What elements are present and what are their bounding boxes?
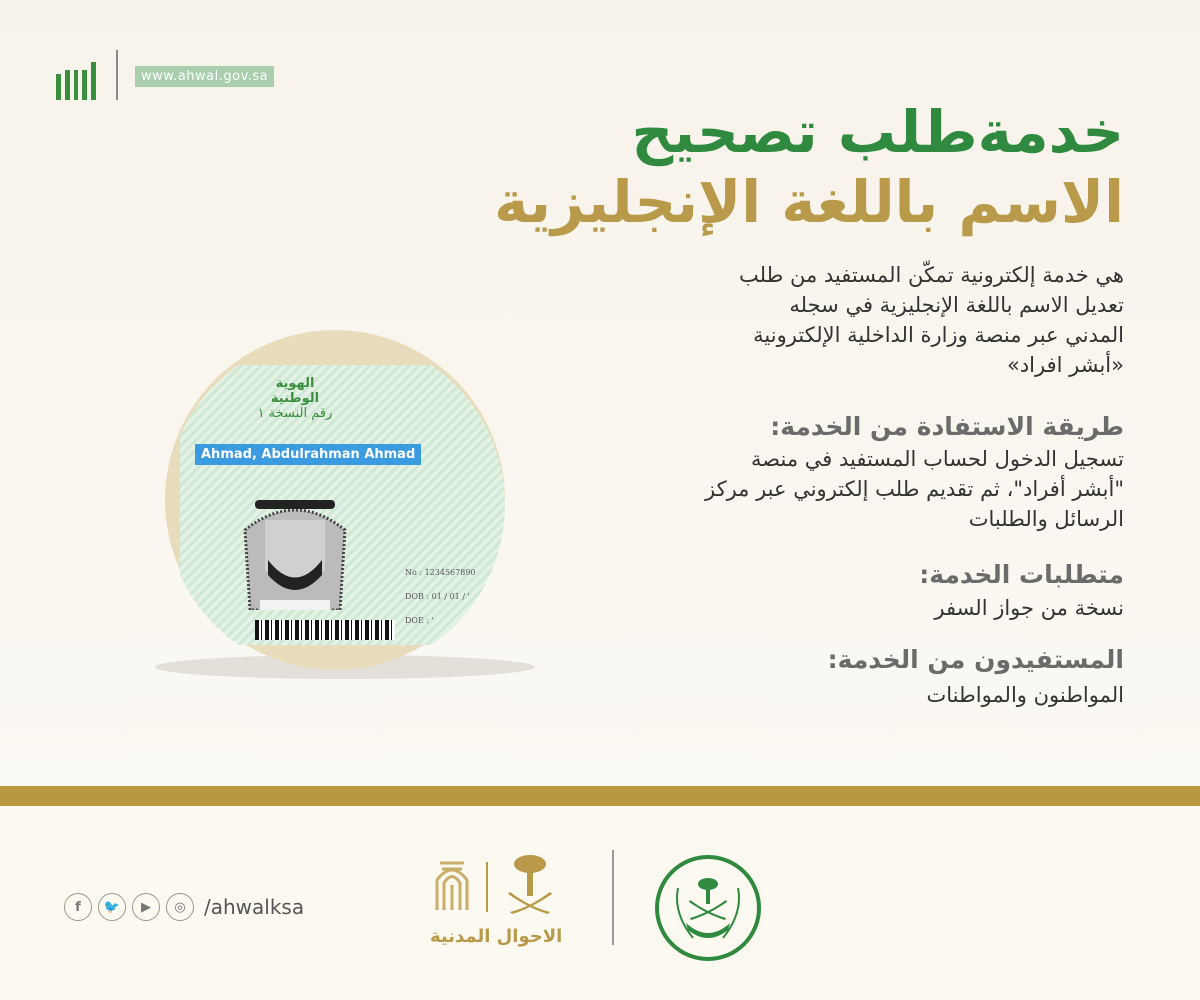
palm-swords-emblem-icon <box>505 852 555 917</box>
divider <box>486 862 488 912</box>
description-line: تعديل الاسم باللغة الإنجليزية في سجله <box>789 293 1124 317</box>
description-line: هي خدمة إلكترونية تمكّن المستفيد من طلب <box>739 263 1124 287</box>
section-heading-usage: طريقة الاستفادة من الخدمة: <box>770 412 1124 441</box>
section-requirements-text: نسخة من جواز السفر <box>934 596 1124 620</box>
website-url[interactable]: www.ahwal.gov.sa <box>135 66 274 87</box>
absher-logo <box>56 58 96 100</box>
description-line: المدني عبر منصة وزارة الداخلية الإلكترونية <box>753 323 1124 347</box>
section-usage-text <box>705 444 1124 534</box>
ahwal-logo-text: الاحوال المدنية <box>430 926 563 947</box>
id-name-field: Ahmad, Abdulrahman Ahmad <box>195 444 421 465</box>
id-dob: DOB : 01 / 01 / ' <box>405 592 470 601</box>
instagram-icon[interactable]: ◎ <box>166 893 194 921</box>
person-avatar-icon <box>240 490 350 610</box>
title-line-2: الاسم باللغة الإنجليزية <box>494 168 1124 236</box>
title-line-1: خدمةطلب تصحيح <box>631 98 1124 166</box>
description <box>739 260 1124 380</box>
twitter-icon[interactable]: 🐦 <box>98 893 126 921</box>
id-number: No : 1234567890 <box>405 568 476 577</box>
id-title: الهوية الوطنية <box>270 376 320 406</box>
youtube-icon[interactable]: ▶ <box>132 893 160 921</box>
id-doe: DOE : ' <box>405 616 434 625</box>
barcode <box>255 620 395 640</box>
section-heading-requirements: متطلبات الخدمة: <box>919 560 1124 589</box>
id-card-title <box>250 376 340 421</box>
facebook-icon[interactable]: f <box>64 893 92 921</box>
section-line: تسجيل الدخول لحساب المستفيد في منصة <box>751 447 1124 471</box>
fingerprint-icon <box>432 855 472 915</box>
ministry-emblem <box>655 855 761 961</box>
social-links <box>64 893 304 921</box>
description-line: «أبشر افراد» <box>1006 353 1124 377</box>
section-line: الرسائل والطلبات <box>968 507 1124 531</box>
social-handle[interactable]: /ahwalksa <box>204 895 305 919</box>
gold-band <box>0 786 1200 806</box>
section-line: "أبشر أفراد"، ثم تقديم طلب إلكتروني عبر مركز <box>704 477 1124 501</box>
id-copy-number: رقم النسخة ١ <box>257 406 333 421</box>
section-heading-beneficiaries: المستفيدون من الخدمة: <box>827 645 1124 674</box>
ministry-emblem-icon <box>668 868 748 948</box>
section-beneficiaries-text: المواطنون والمواطنات <box>926 683 1124 707</box>
divider <box>116 50 118 100</box>
divider <box>612 850 614 945</box>
